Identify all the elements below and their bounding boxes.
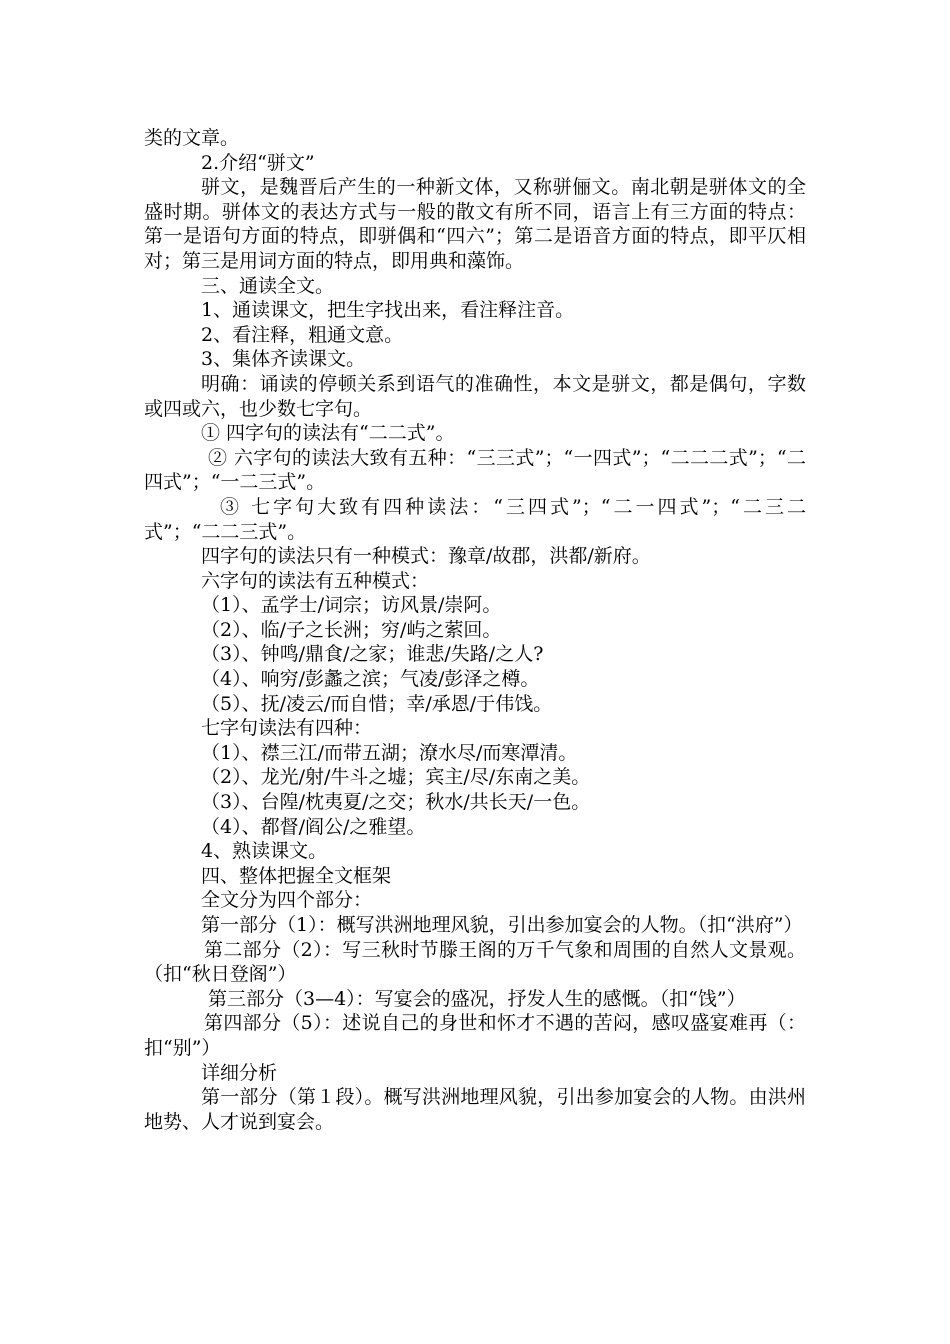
paragraph: ② 六字句的读法大致有五种：“三三式”；“一四式”；“二二二式”；“二四式”；“一二三式”。 — [144, 446, 806, 494]
paragraph: 第四部分（5）：述说自己的身世和怀才不遇的苦闷，感叹盛宴难再（：扣“别”） — [144, 1012, 806, 1059]
document-page — [144, 126, 806, 1134]
paragraph: 四字句的读法只有一种模式：豫章/故郡，洪都/新府。 — [201, 545, 651, 568]
paragraph: （4）、都督/阎公/之雅望。 — [201, 815, 426, 838]
paragraph: 全文分为四个部分： — [201, 889, 373, 912]
paragraph: 详细分析 — [201, 1061, 278, 1084]
paragraph: 4、熟读课文。 — [201, 840, 328, 863]
paragraph: 3、集体齐读课文。 — [201, 348, 366, 371]
paragraph: 七字句读法有四种： — [201, 717, 373, 740]
paragraph: （2）、龙光/射/牛斗之墟；宾主/尽/东南之美。 — [201, 766, 591, 789]
paragraph: （3）、台隍/枕夷夏/之交；秋水/共长天/一色。 — [201, 791, 591, 814]
paragraph: ① 四字句的读法有“二二式”。 — [201, 422, 455, 445]
paragraph: ③ 七字句大致有四种读法：“三四式”；“二一四式”；“二三二式”；“二二三式”。 — [144, 495, 806, 543]
paragraph: （1）、孟学士/词宗；访风景/崇阿。 — [201, 594, 502, 617]
paragraph: 第三部分（3—4）：写宴会的盛况，抒发人生的感慨。（扣“饯”） — [208, 987, 746, 1010]
paragraph: 2、看注释，粗通文意。 — [201, 323, 404, 346]
paragraph: 三、通读全文。 — [201, 274, 335, 297]
paragraph: （4）、响穷/彭蠡之滨；气凌/彭泽之樽。 — [201, 668, 540, 691]
paragraph: 骈文，是魏晋后产生的一种新文体，又称骈俪文。南北朝是骈体文的全盛时期。骈体文的表达方式与一般的散文有所不同，语言上有三方面的特点：第一是语句方面的特点，即骈偶和“四六”；第二是语音方面的特点，即平仄相对；第三是用词方面的特点，即用典和藻饰。 — [144, 176, 806, 272]
paragraph: 明确：诵读的停顿关系到语气的准确性，本文是骈文，都是偶句，字数或四或六，也少数七字句。 — [144, 372, 806, 420]
paragraph: （3）、钟鸣/鼎食/之家；谁悲/失路/之人? — [201, 643, 544, 666]
paragraph: （5）、抚/凌云/而自惜；幸/承恩/于伟饯。 — [201, 692, 553, 715]
paragraph: 第一部分（第１段）。概写洪洲地理风貌，引出参加宴会的人物。由洪州地势、人才说到宴会。 — [144, 1086, 806, 1133]
paragraph: 2.介绍“骈文” — [201, 151, 315, 174]
paragraph: 类的文章。 — [144, 127, 240, 149]
paragraph: 1、通读课文，把生字找出来，看注释注音。 — [201, 299, 575, 322]
paragraph: 第二部分（2）：写三秋时节滕王阁的万千气象和周围的自然人文景观。（扣“秋日登阁”） — [144, 938, 806, 986]
paragraph: （2）、临/子之长洲；穷/屿之萦回。 — [201, 618, 502, 641]
paragraph: 六字句的读法有五种模式： — [201, 569, 430, 592]
paragraph: （1）、襟三江/而带五湖；潦水尽/而寒潭清。 — [201, 741, 578, 764]
paragraph: 四、整体把握全文框架 — [201, 864, 392, 887]
paragraph: 第一部分（1）：概写洪洲地理风貌，引出参加宴会的人物。（扣“洪府”） — [201, 914, 803, 936]
